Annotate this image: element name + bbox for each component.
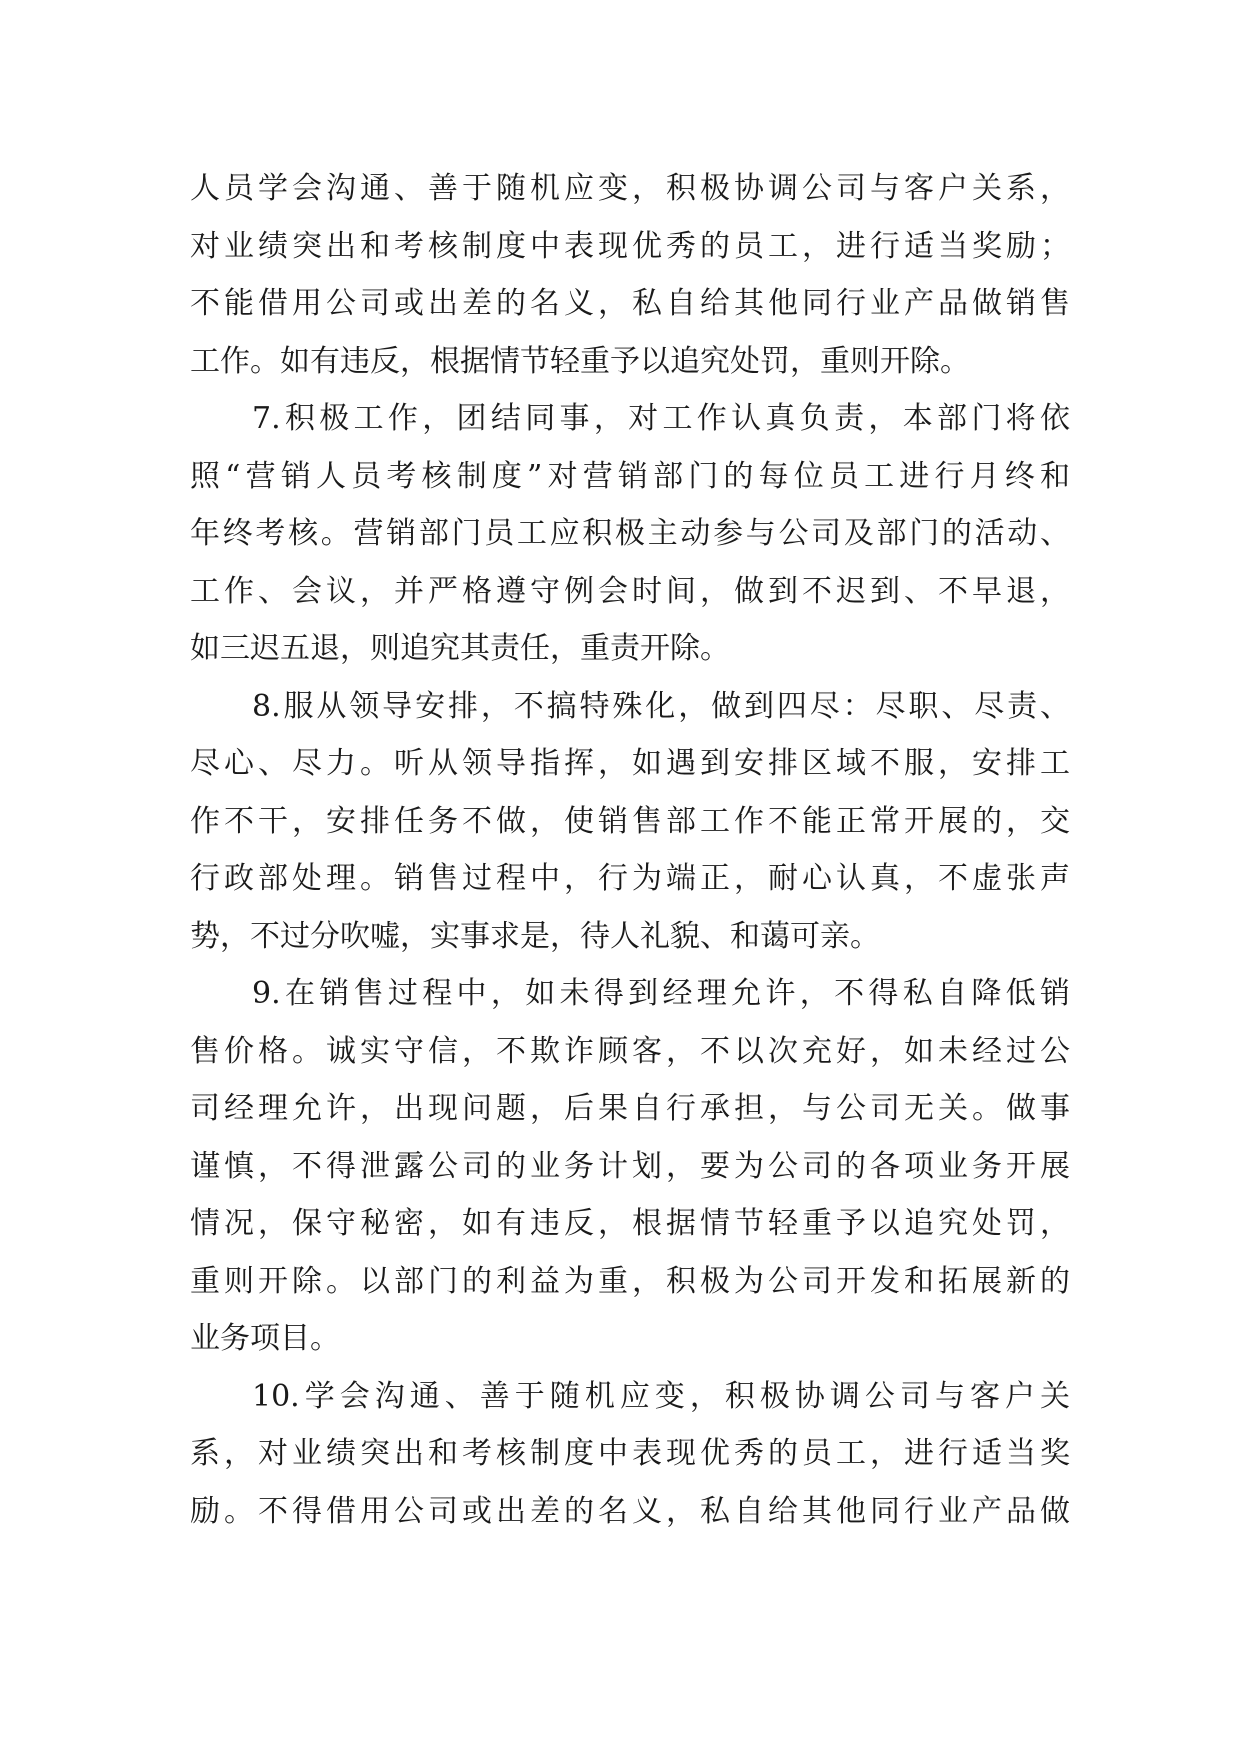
text-line: 系，对业绩突出和考核制度中表现优秀的员工，进行适当奖	[190, 1436, 1070, 1471]
paragraph-9-first-line: 9.在销售过程中，如未得到经理允许，不得私自降低销	[252, 976, 1070, 1011]
paragraph-10-first-line: 10.学会沟通、善于随机应变，积极协调公司与客户关	[252, 1378, 1070, 1414]
text-line: 谨慎，不得泄露公司的业务计划，要为公司的各项业务开展	[190, 1148, 1070, 1184]
text-line: 售价格。诚实守信，不欺诈顾客，不以次充好，如未经过公	[190, 1033, 1070, 1069]
text-line: 重则开除。以部门的利益为重，积极为公司开发和拓展新的	[190, 1263, 1070, 1299]
text-line: 年终考核。营销部门员工应积极主动参与公司及部门的活动、	[190, 516, 1070, 551]
text-line: 对业绩突出和考核制度中表现优秀的员工，进行适当奖励；	[190, 228, 1070, 264]
text-line: 人员学会沟通、善于随机应变，积极协调公司与客户关系，	[190, 171, 1070, 206]
text-line: 作不干，安排任务不做，使销售部工作不能正常开展的，交	[190, 803, 1070, 839]
paragraph-8-first-line: 8.服从领导安排，不搞特殊化，做到四尽：尽职、尽责、	[252, 688, 1070, 724]
text-line: 工作。如有违反，根据情节轻重予以追究处罚，重则开除。	[190, 343, 970, 379]
text-line: 尽心、尽力。听从领导指挥，如遇到安排区域不服，安排工	[190, 746, 1070, 781]
paragraph-7-first-line: 7.积极工作，团结同事，对工作认真负责，本部门将依	[252, 401, 1070, 436]
text-line: 照“营销人员考核制度”对营销部门的每位员工进行月终和	[190, 458, 1070, 494]
text-line: 行政部处理。销售过程中，行为端正，耐心认真，不虚张声	[190, 861, 1070, 896]
text-line: 不能借用公司或出差的名义，私自给其他同行业产品做销售	[190, 286, 1070, 321]
text-line: 工作、会议，并严格遵守例会时间，做到不迟到、不早退，	[190, 573, 1070, 609]
text-line: 励。不得借用公司或出差的名义，私自给其他同行业产品做	[190, 1493, 1070, 1529]
text-line: 情况，保守秘密，如有违反，根据情节轻重予以追究处罚，	[190, 1206, 1070, 1241]
text-line: 势，不过分吹嘘，实事求是，待人礼貌、和蔼可亲。	[190, 918, 880, 954]
text-line: 如三迟五退，则追究其责任，重责开除。	[190, 631, 730, 666]
text-line: 业务项目。	[190, 1321, 340, 1356]
text-line: 司经理允许，出现问题，后果自行承担，与公司无关。做事	[190, 1091, 1070, 1126]
body-text	[190, 160, 1070, 1540]
